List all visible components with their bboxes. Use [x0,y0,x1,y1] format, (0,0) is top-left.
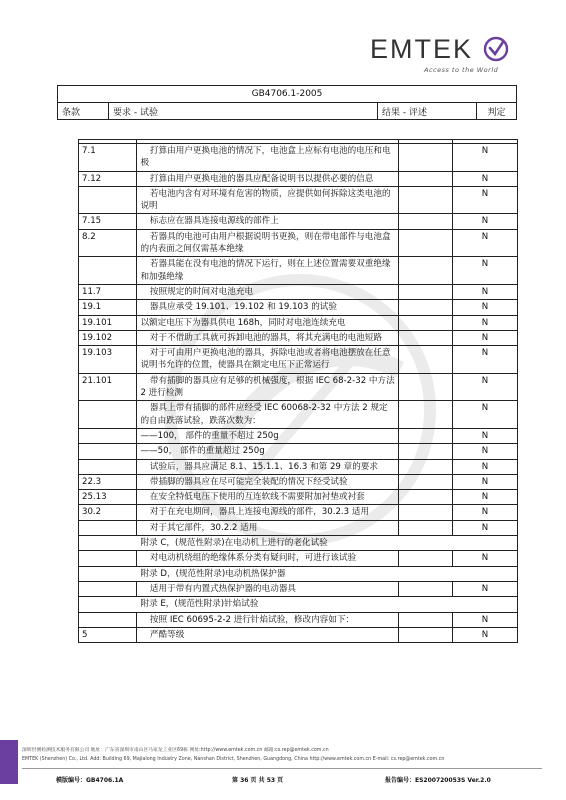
verdict: N [452,229,517,257]
table-row [79,186,518,214]
clause-number [79,612,137,627]
table-row [79,581,518,596]
requirement-text: 带有插脚的器具应有足够的机械强度，根据 IEC 68-2-32 中方法 2 进行检测 [137,373,398,401]
clause-number: 30.2 [79,505,137,520]
col-requirement: 要求 - 试验 [109,103,378,120]
result-cell [398,300,452,315]
result-cell [398,257,452,285]
result-cell [398,627,452,642]
table-row [79,520,518,535]
result-cell [398,229,452,257]
verdict: N [452,490,517,505]
table-row [79,257,518,285]
col-clause: 条款 [58,103,109,120]
result-cell [398,401,452,429]
page-number: 第 36 页 共 53 页 [232,777,284,784]
result-cell [398,284,452,299]
verdict: N [452,144,517,172]
logo-tagline: Access to the World [424,66,499,74]
verdict: N [452,257,517,285]
result-cell [398,612,452,627]
verdict: N [452,284,517,299]
footer-address-en: EMTEK (Shenzhen) Co., Ltd. Add: Building 69, Majialong Industry Zone, Nanshan District, Shenzhen, Guangdong, China http://www.emtek.com.cn E-mail: cs.rep@emtek.com.cn [22,757,445,762]
verdict: N [452,373,517,401]
verdict: N [452,505,517,520]
clause-number: 7.12 [79,171,137,186]
result-cell [398,520,452,535]
clause-number [79,581,137,596]
result-cell [398,186,452,214]
footer-accent-bar [0,740,18,784]
result-cell [398,330,452,345]
clause-number [79,551,137,566]
table-row [79,315,518,330]
annex-c-title-row [79,536,518,551]
verdict: N [452,612,517,627]
requirement-text: 打算由用户更换电池的器具应配备说明书以提供必要的信息 [137,171,398,186]
col-result: 结果 - 评述 [378,103,477,120]
requirement-text: 对于不借助工具就可拆卸电池的器具，将其充满电的电池短路 [137,330,398,345]
table-row [79,144,518,172]
clause-number: 21.101 [79,373,137,401]
clause-table [78,139,518,643]
result-cell [398,581,452,596]
requirement-text: 对于在充电期间，器具上连接电源线的部件，30.2.3 适用 [137,505,398,520]
annex-d-title: 附录 D，(规范性附录)电动机热保护器 [79,566,518,581]
result-cell [398,474,452,489]
header-table [57,85,517,120]
requirement-text: 对于其它部件，30.2.2 适用 [137,520,398,535]
check-circle-icon [483,36,509,62]
result-cell [398,551,452,566]
result-cell [398,373,452,401]
requirement-text: 若器具能在没有电池的情况下运行，则在上述位置需要双重绝缘和加强绝缘 [137,257,398,285]
verdict: N [452,474,517,489]
requirement-text: 若器具的电池可由用户根据说明书更换，则在带电部件与电池盒的内表面之间仅需基本绝缘 [137,229,398,257]
table-row [79,459,518,474]
table-row [79,214,518,229]
requirement-text: 以额定电压下为器具供电 168h，同时对电池连续充电 [137,315,398,330]
clause-number: 19.102 [79,330,137,345]
requirement-text: 适用于带有内置式热保护器的电动器具 [137,581,398,596]
result-cell [398,444,452,459]
table-row [79,401,518,429]
result-cell [398,505,452,520]
verdict: N [452,330,517,345]
result-cell [398,428,452,443]
verdict: N [452,171,517,186]
template-number: 模版编号：GB4706.1A [56,777,124,784]
clause-number: 11.7 [79,284,137,299]
table-row [79,551,518,566]
clause-number [79,428,137,443]
table-row [79,373,518,401]
requirement-text: 按照规定的时间对电池充电 [137,284,398,299]
table-row [79,612,518,627]
table-row [79,444,518,459]
result-cell [398,490,452,505]
verdict: N [452,459,517,474]
verdict: N [452,551,517,566]
report-number: 报告编号：ES200720053S Ver.2.0 [385,777,491,784]
verdict: N [452,520,517,535]
requirement-text: 严酷等级 [137,627,398,642]
requirement-text: 器具上带有插脚的部件应经受 IEC 60068-2-32 中方法 2 规定的自由跌落试验，跌落次数为： [137,401,398,429]
requirement-text: 对于可由用户更换电池的器具，拆除电池或者将电池摆放在任意说明书允许的位置，使器具在额定电压下正常运行 [137,346,398,374]
footer-address-cn: 深圳世测检测技术服务有限公司 地址：广东省深圳市南山区马家龙工业区69栋 网址:http://www.emtek.com.cn 邮箱:cs.rep@emtek.com.cn [22,748,329,753]
clause-number: 19.101 [79,315,137,330]
result-cell [398,459,452,474]
footer-divider [22,768,542,769]
table-row [79,171,518,186]
clause-number [79,186,137,214]
verdict: N [452,581,517,596]
clause-number: 7.15 [79,214,137,229]
verdict: N [452,401,517,429]
table-row [79,474,518,489]
requirement-text: 在安全特低电压下使用的互连软线不需要附加衬垫或衬套 [137,490,398,505]
verdict: N [452,444,517,459]
company-logo [370,34,520,80]
clause-number: 25.13 [79,490,137,505]
clause-number: 19.103 [79,346,137,374]
clause-number [79,520,137,535]
requirement-text: 带插脚的器具应在尽可能完全装配的情况下经受试验 [137,474,398,489]
verdict: N [452,428,517,443]
annex-c-title: 附录 C，(规范性附录)在电动机上进行的老化试验 [79,536,518,551]
verdict: N [452,315,517,330]
requirement-text: 标志应在器具连接电源线的部件上 [137,214,398,229]
annex-e-title-row [79,597,518,612]
table-row [79,284,518,299]
requirement-text: 试验后，器具应满足 8.1、15.1.1、16.3 和第 29 章的要求 [137,459,398,474]
result-cell [398,214,452,229]
requirement-text: 对电动机绕组的绝缘体系分类有疑问时，可进行该试验 [137,551,398,566]
table-row [79,428,518,443]
clause-number [79,444,137,459]
table-row [79,330,518,345]
verdict: N [452,346,517,374]
table-row [79,490,518,505]
table-row [79,627,518,642]
result-cell [398,144,452,172]
requirement-text: ——100， 部件的重量不超过 250g [137,428,398,443]
clause-number: 19.1 [79,300,137,315]
verdict: N [452,627,517,642]
clause-number: 5 [79,627,137,642]
annex-e-title: 附录 E，(规范性附录)针焰试验 [79,597,518,612]
table-row [79,229,518,257]
standard-number: GB4706.1-2005 [58,86,517,103]
clause-number: 8.2 [79,229,137,257]
clause-number [79,401,137,429]
logo-text: EMTEK [370,34,474,64]
annex-d-title-row [79,566,518,581]
requirement-text: 若电池内含有对环境有危害的物质，应提供如何拆除这类电池的说明 [137,186,398,214]
clause-number [79,459,137,474]
verdict: N [452,186,517,214]
table-row [79,505,518,520]
table-row [79,300,518,315]
requirement-text: 按照 IEC 60695-2-2 进行针焰试验，修改内容如下： [137,612,398,627]
requirement-text: 器具应承受 19.101、19.102 和 19.103 的试验 [137,300,398,315]
table-row [79,346,518,374]
result-cell [398,346,452,374]
verdict: N [452,214,517,229]
result-cell [398,171,452,186]
clause-number [79,257,137,285]
requirement-text: ——50， 部件的重量超过 250g [137,444,398,459]
result-cell [398,315,452,330]
verdict: N [452,300,517,315]
clause-number: 22.3 [79,474,137,489]
requirement-text: 打算由用户更换电池的情况下，电池盒上应标有电池的电压和电极 [137,144,398,172]
clause-number: 7.1 [79,144,137,172]
col-verdict: 判定 [477,103,517,120]
